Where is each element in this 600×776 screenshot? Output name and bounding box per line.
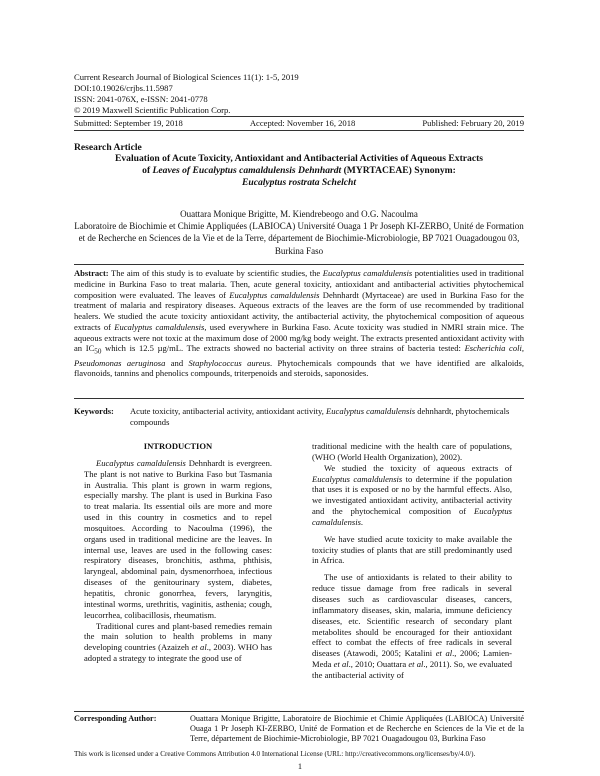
et-al: et al [333, 659, 349, 670]
submitted-date: Submitted: September 19, 2018 [74, 118, 183, 128]
keywords-label: Keywords: [74, 406, 114, 416]
right-column [312, 441, 512, 681]
paragraph-text: ., 2003). WHO has adopted a strategy to integrate the good use of [84, 642, 272, 664]
published-date: Published: February 20, 2019 [422, 118, 524, 128]
title-line-1: Evaluation of Acute Toxicity, Antioxidant and Antibacterial Activities of Aqueous Extracts [114, 153, 484, 164]
et-al: et al [408, 659, 424, 670]
corresponding-author-text: Ouattara Monique Brigitte, Laboratoire de Biochimie et Chimie Appliquées (LABIOCA) Université Ouaga 1 Pr Joseph KI-ZERBO, Unité de Formation et de Recherche en Sciences de la Vie et de la Terre, département de Biochimie-Microbiologie, BP 7021 Ouagadougou 03, Burkina Faso [190, 714, 524, 743]
keywords-part: dehnhardt, phytochemicals compounds [130, 406, 510, 427]
corresponding-author-row [74, 714, 524, 744]
abstract-subscript: 50 [94, 347, 102, 356]
left-column [84, 441, 272, 664]
intro-heading: INTRODUCTION [143, 441, 213, 451]
abstract-text: The aim of this study is to evaluate by scientific studies, the [108, 268, 323, 278]
paragraph-text: ., 2010; Ouattara [348, 659, 409, 670]
abstract-species: Eucalyptus camaldulensis [322, 268, 413, 278]
doi-line: DOI:10.19026/crjbs.11.5987 [74, 83, 173, 93]
et-al: et al [191, 642, 207, 653]
abstract-text: and [165, 357, 189, 368]
title-species: Leaves of Eucalyptus camaldulensis Dehnhardt [152, 165, 342, 176]
intro-paragraph-4: We have studied acute toxicity to make available the toxicity studies of plants that are still predominantly used in Africa. [312, 533, 512, 566]
intro-paragraph-1 [84, 458, 272, 621]
intro-paragraph-2 [84, 621, 272, 664]
abstract-text: which is 12.5 µg/mL. The extracts showed no bacterial activity on three strains of bacteria tested: [101, 343, 465, 354]
abstract-rule-top [74, 264, 524, 265]
et-al: et al [435, 648, 453, 659]
title-line-3 [74, 177, 524, 189]
intro-paragraph-2-cont: traditional medicine with the health care of populations, (WHO (World Health Organization), 2002). [312, 441, 512, 462]
keywords-part: Acute toxicity, antibacterial activity, antioxidant activity, [130, 406, 327, 416]
abstract-text: Dehnhardt (Myrtaceae) are used in Burkina Faso for the treatment of malaria and respiratory diseases. Aqueous extracts of the leaves are the form of use recommended by traditional healers. We studied the acute toxicity antioxidant activity, the antibacterial activity, the phytochemical composition of aqueous extracts of [74, 289, 524, 332]
abstract-bacteria: Escherichia coli, Pseudomonas aeruginosa [74, 343, 524, 368]
species-name: Eucalyptus camaldulensis [312, 473, 403, 484]
copyright-line: © 2019 Maxwell Scientific Publication Corp. [74, 105, 231, 115]
abstract-text: . Phytochemicals compounds that we have identified are alkaloids, flavonoids, tannins and phenolics compounds, triterpenoids and steroids, saponosides. [74, 357, 524, 379]
keywords [74, 406, 524, 428]
abstract [74, 268, 524, 379]
journal-info [74, 72, 299, 116]
species-name: Eucalyptus camaldulensis [312, 506, 512, 527]
title-synonym: Eucalyptus rostrata Schelcht [241, 177, 357, 188]
dates-row [74, 118, 524, 128]
license-note: This work is licensed under a Creative Commons Attribution 4.0 International License (URL: http://creativecommons.org/licenses/by/4.0/). [74, 750, 476, 758]
keywords-text [130, 406, 524, 428]
intro-paragraph-5 [312, 572, 512, 680]
title-text: of [142, 165, 153, 176]
paragraph-text: ., 2011). So, we evaluated the antibacterial activity of [312, 659, 513, 680]
corresponding-author [74, 714, 524, 744]
accepted-date: Accepted: November 16, 2018 [249, 118, 356, 128]
species-name: Eucalyptus camaldulensis [96, 457, 186, 468]
paragraph-text: The use of antioxidants is related to their ability to reduce tissue damage from free radicals in several diseases such as cardiovascular diseases, cancers, inflammatory diseases, skin, malaria, immune deficiency diseases, etc. Scientific research of secondary plant metabolites should be encouraged for their antioxidant effect to combat the effects of free radicals in several diseases (Atawodi, 2005; Katalini [312, 572, 512, 659]
title-line-2 [74, 165, 524, 177]
abstract-species: Eucalyptus camaldulensis [229, 289, 320, 300]
abstract-species: Eucalyptus camaldulensis [114, 321, 205, 332]
header-rule-top [74, 116, 524, 117]
footer-rule [74, 711, 524, 712]
abstract-bacteria: Staphylococcus aureus [188, 357, 271, 368]
abstract-rule-bottom [74, 398, 524, 399]
authors-block [74, 208, 524, 257]
article-type: Research Article [74, 142, 142, 153]
page-number: 1 [297, 762, 303, 771]
issn-line: ISSN: 2041-076X, e-ISSN: 2041-0778 [74, 94, 208, 104]
abstract-text: , used everywhere in Burkina Faso. Acute toxicity was studied in NMRI strain mice. The aqueous extracts were not toxic at the maximum dose of 2000 mg/kg body weight. The extracts presented antioxidant activity with an IC [74, 321, 524, 354]
paragraph-text: Dehnhardt is evergreen. The plant is not native to Burkina Faso but Tasmania in Australia. This plant is grown in warm regions, especially marshy. The plant is used in Burkina Faso to treat malaria. Its essential oils are more and more used in this country in cosmetics and to repel mosquitoes. According to Nacoulma (1996), the organs used in traditional medicine are the leaves. In internal use, leaves are used in the following cases: respiratory diseases, bronchitis, asthma, phthisis, laryngeal, abdominal pain, dysmenorrhoea, infectious diseases of the genitourinary system, diabetes, hepatitis, chronic gonorrhea, fevers, laryngitis, intestinal worms, urethritis, vaginitis, asthenia; cough, leucorrhea, colibacillosis, rheumatism. [84, 457, 272, 620]
corresponding-author-label: Corresponding Author: [74, 714, 157, 723]
author-affiliation: Laboratoire de Biochimie et Chimie Appliquées (LABIOCA) Université Ouaga 1 Pr Joseph KI-ZERBO, Unité de Formation et de Recherche en Sciences de la Vie et de la Terre, département de Biochimie-Microbiologie, BP 7021 Ouagadougou 03, Burkina Faso [74, 221, 524, 256]
paragraph-text: . [360, 516, 364, 527]
keywords-species: Eucalyptus camaldulensis [326, 406, 416, 416]
paragraph-text: We studied the toxicity of aqueous extracts of [324, 462, 512, 473]
paragraph-text: to determine if the population that uses it is exposed or no by the harmful effects. Also, we investigated antioxidant activity, antibacterial activity and the phytochemical composition of [312, 473, 512, 517]
paragraph-text: ., 2006; Lamien-Meda [312, 648, 513, 670]
abstract-text: potentialities used in traditional medicine in Burkina Faso to treat malaria. Then, acute general toxicity, antioxidant and antibacterial activities phytochemical composition were evaluated. The leaves of [74, 268, 524, 300]
title-text: (MYRTACEAE) Synonym: [341, 165, 456, 176]
intro-paragraph-3 [312, 463, 512, 528]
author-names: Ouattara Monique Brigitte, M. Kiendrebeogo and O.G. Nacoulma [180, 209, 418, 219]
abstract-label: Abstract: [74, 268, 109, 278]
paragraph-text: Traditional cures and plant-based remedies remain the main solution to health problems in many developing countries (Azaizeh [84, 620, 272, 653]
header-rule-bottom [74, 130, 524, 131]
paper-title [74, 153, 524, 189]
journal-line: Current Research Journal of Biological Sciences 11(1): 1-5, 2019 [74, 72, 299, 82]
